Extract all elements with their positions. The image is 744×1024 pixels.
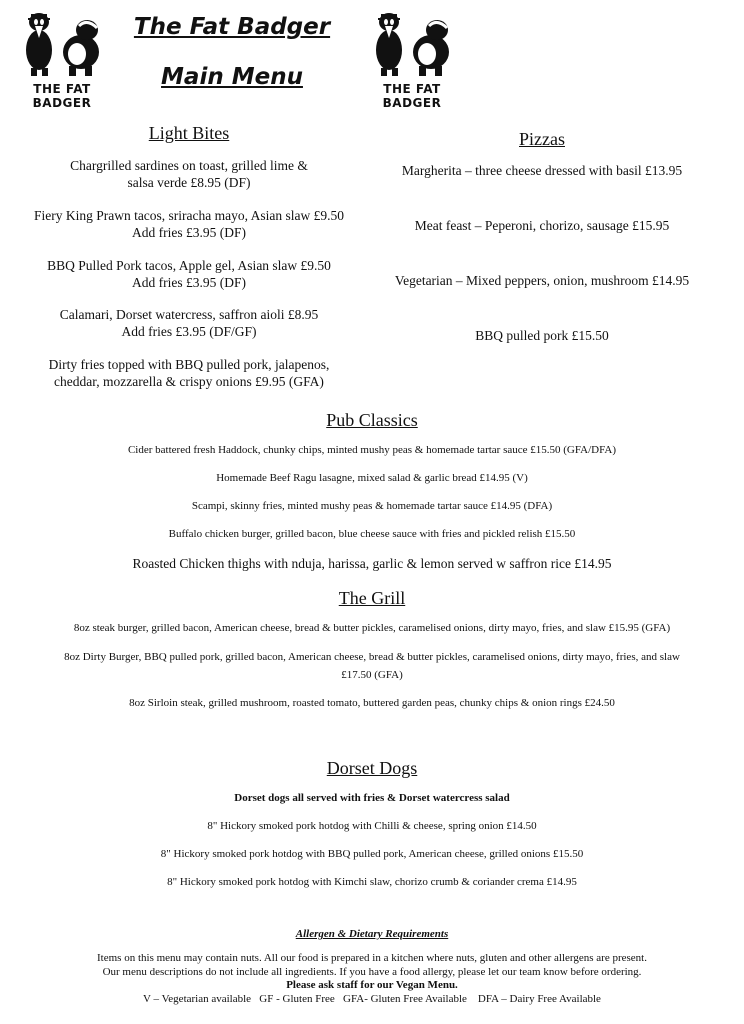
badger-icon [17,8,107,78]
menu-item: Dirty fries topped with BBQ pulled pork, jalapenos, cheddar, mozzarella & crispy onions £9.95 (GFA) [48,357,330,389]
logo-text: THE FAT BADGER [32,82,92,110]
grill-heading: The Grill [338,588,406,608]
menu-item: 8oz steak burger, grilled bacon, American cheese, bread & butter pickles, caramelised onions, dirty mayo, fries, and slaw £15.95 (GFA) [73,622,671,634]
badger-logo-right [362,8,462,110]
menu-item: 8" Hickory smoked pork hotdog with BBQ pulled pork, American cheese, grilled onions £15.50 [160,848,584,860]
brand-title: The Fat Badger [133,14,331,40]
dorset-dogs-heading: Dorset Dogs [326,758,418,778]
menu-item: Chargrilled sardines on toast, grilled lime & salsa verde £8.95 (DF) [70,158,308,190]
light-bites-heading: Light Bites [148,123,230,143]
dorset-dogs-subheading: Dorset dogs all served with fries & Dorset watercress salad [234,792,510,804]
menu-item: BBQ pulled pork £15.50 [475,328,609,343]
menu-item: Buffalo chicken burger, grilled bacon, blue cheese sauce with fries and pickled relish £15.50 [168,528,576,540]
pizzas-heading: Pizzas [519,129,565,149]
badger-logo-left [12,8,112,110]
menu-title: Main Menu [161,64,303,90]
menu-item: Calamari, Dorset watercress, saffron aioli £8.95 Add fries £3.95 (DF/GF) [59,307,319,339]
menu-item: 8oz Dirty Burger, BBQ pulled pork, grilled bacon, American cheese, bread & butter pickles, caramelised onions, dirty mayo, fries, and slaw £17.50 (GFA) [64,651,680,681]
dietary-legend: V – Vegetarian available GF - Gluten Free GFA- Gluten Free Available DFA – Dairy Free Available [143,992,601,1005]
allergen-heading: Allergen & Dietary Requirements [295,928,449,940]
pub-classics-heading: Pub Classics [326,410,418,430]
menu-item: Margherita – three cheese dressed with basil £13.95 [401,163,683,178]
logo-text: THE FAT BADGER [382,82,442,110]
menu-item: Scampi, skinny fries, minted mushy peas & homemade tartar sauce £14.95 (DFA) [191,500,553,512]
allergen-notice: Items on this menu may contain nuts. All our food is prepared in a kitchen where nuts, gluten and other allergens are present. Our menu descriptions do not include all ingredients. If you have a food allergy, please let our team know before ordering. Please ask staff for our Vegan Menu. V – Vegetarian available GF - Gluten Free GFA- Gluten Free Available DFA – Dairy Free Available [10,952,734,1006]
menu-item: Roasted Chicken thighs with nduja, harissa, garlic & lemon served w saffron rice £14.95 [132,556,612,571]
menu-item: 8" Hickory smoked pork hotdog with Kimchi slaw, chorizo crumb & coriander crema £14.95 [167,876,577,888]
menu-item: 8oz Sirloin steak, grilled mushroom, roasted tomato, buttered garden peas, chunky chips & onion rings £24.50 [129,697,615,709]
menu-item: 8" Hickory smoked pork hotdog with Chilli & cheese, spring onion £14.50 [207,820,537,832]
badger-icon [367,8,457,78]
menu-item: BBQ Pulled Pork tacos, Apple gel, Asian slaw £9.50 Add fries £3.95 (DF) [47,258,331,290]
menu-item: Homemade Beef Ragu lasagne, mixed salad & garlic bread £14.95 (V) [216,472,528,484]
menu-item: Vegetarian – Mixed peppers, onion, mushroom £14.95 [394,273,690,288]
menu-item: Meat feast – Peperoni, chorizo, sausage £15.95 [414,218,670,233]
menu-item: Cider battered fresh Haddock, chunky chips, minted mushy peas & homemade tartar sauce £15.50 (GFA/DFA) [127,444,617,456]
menu-item: Fiery King Prawn tacos, sriracha mayo, Asian slaw £9.50 Add fries £3.95 (DF) [33,208,345,240]
